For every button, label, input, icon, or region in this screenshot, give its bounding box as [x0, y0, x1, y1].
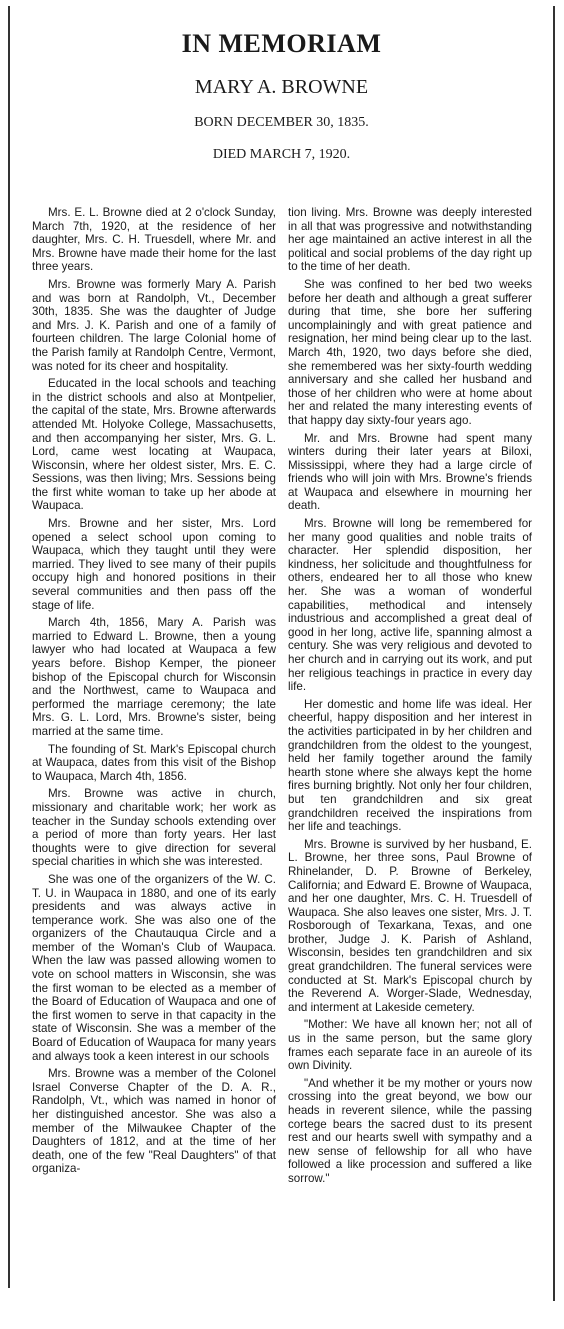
page-title: IN MEMORIAM — [181, 29, 382, 58]
paragraph: The founding of St. Mark's Episcopal church at Waupaca, dates from this visit of the Bishop to Waupaca, March 4th, 1856. — [32, 742, 276, 783]
deceased-name: MARY A. BROWNE — [194, 76, 369, 98]
right-column-rule — [553, 6, 555, 1301]
obituary-column-left — [32, 206, 276, 1291]
paragraph: Mrs. Browne is survived by her husband, E. L. Browne, her three sons, Paul Browne of Rhinelander, D. P. Browne of Berkeley, California; and Edward E. Browne of Waupaca, and her one daughter, Mrs. C. H. Truesdell of Waupaca. She also leaves one sister, Mrs. J. T. Rosborough of Texarkana, Texas, and one brother, Judge J. K. Parish of Ashland, Wisconsin, besides ten grandchildren and six great grandchildren. The funeral services were conducted at St. Mark's Episcopal church by the Reverend A. Worger-Slade, Wednesday, and interment at Lakeside cemetery. — [288, 837, 532, 1014]
birth-date: BORN DECEMBER 30, 1835. — [194, 115, 369, 130]
paragraph: Her domestic and home life was ideal. Her cheerful, happy disposition and her interest in the activities participated in by her children and grandchildren from the oldest to the youngest, held her family together around the family hearth stone where she always kept the home fires burning brightly. Not only her four children, but ten grandchildren and six great grandchildren received the inspirations from her life and teachings. — [288, 697, 532, 834]
paragraph: March 4th, 1856, Mary A. Parish was married to Edward L. Browne, then a young lawyer who had located at Waupaca a few years before. Bishop Kemper, the pioneer bishop of the Episcopal church for Wisconsin and the Northwest, came to Waupaca and performed the marriage ceremony; the late Mrs. G. L. Lord, Mrs. Browne's sister, being married at the same time. — [32, 616, 276, 738]
paragraph: Mrs. Browne was formerly Mary A. Parish and was born at Randolph, Vt., December 30th, 1835. She was the daughter of Judge and Mrs. J. K. Parish and one of a family of fourteen children. The large Colonial home of the Parish family at Randolph Centre, Vermont, was noted for its cheer and hospitality. — [32, 277, 276, 373]
paragraph: Mrs. Browne was a member of the Colonel Israel Converse Chapter of the D. A. R., Randolph, Vt., which was named in honor of her distinguished ancestor. She was also a member of the Milwaukee Chapter of the Daughters of 1812, and at the time of her death, one of the few "Real Daughters" of that organiza- — [32, 1067, 276, 1176]
quote-paragraph: "And whether it be my mother or yours now crossing into the great beyond, we bow our heads in reverent silence, while the passing cortege bears the sacred dust to its present rest and our hearts swell with sympathy and a new sense of fellowship for all who have followed a like procession and suffered a like sorrow." — [288, 1076, 532, 1185]
paragraph: Mr. and Mrs. Browne had spent many winters during their later years at Biloxi, Mississippi, where they had a large circle of friends who will join with Mrs. Browne's friends at Waupaca and elsewhere in mourning her death. — [288, 431, 532, 513]
paragraph: She was one of the organizers of the W. C. T. U. in Waupaca in 1880, and one of its early presidents and was always active in temperance work. She was also one of the organizers of the Chautauqua Circle and a member of the Woman's Club of Waupaca. When the law was passed allowing women to vote on school matters in Wisconsin, she was the first woman to be elected as a member of the Board of Education of Waupaca and one of the first women to serve in that capacity in the state of Wisconsin. She was a member of the Board of Education of Waupaca for many years and always took a keen interest in our schools — [32, 872, 276, 1063]
death-date: DIED MARCH 7, 1920. — [212, 147, 351, 162]
paragraph-continued: tion living. Mrs. Browne was deeply interested in all that was progressive and notwithstanding her age maintained an active interest in all the political and social problems of the day right up to the time of her death. — [288, 206, 532, 274]
obituary-column-right — [288, 206, 532, 1291]
paragraph: Mrs. Browne will long be remembered for her many good qualities and noble traits of character. Her splendid disposition, her kindness, her solicitude and thoughtfulness for others, endeared her to all those who knew her. She was a woman of wonderful capabilities, methodical and intensely industrious and accomplished a great deal of good in her long, active life, spanning almost a century. She was very religious and devoted to her church and in carrying out its work, and put her religious teachings in practice in every day life. — [288, 517, 532, 694]
left-column-rule — [8, 6, 10, 1288]
paragraph: Educated in the local schools and teaching in the district schools and also at Montpelier, the capital of the state, Mrs. Browne afterwards attended Mt. Holyoke College, Massachusetts, and then accompanying her sister, Mrs. G. L. Lord, came west locating at Waupaca, Wisconsin, where her oldest sister, Mrs. E. C. Sessions, was then living; Mrs. Sessions being the first white woman to take up her abode at Waupaca. — [32, 377, 276, 513]
paragraph: Mrs. Browne was active in church, missionary and charitable work; her work as teacher in the Sunday schools extending over a period of more than forty years. Her last thoughts were to give direction for several special charities in which she was interested. — [32, 787, 276, 869]
quote-paragraph: "Mother: We have all known her; not all of us in the same person, but the same glory frames each separate face in an aureole of its own Divinity. — [288, 1018, 532, 1073]
memorial-header — [10, 28, 553, 164]
paragraph: She was confined to her bed two weeks before her death and although a great sufferer during that time, she bore her suffering uncomplainingly and with great patience and resignation, her mind being clear up to the last. March 4th, 1920, two days before she died, she remembered was her sixty-fourth wedding anniversary and she called her husband and those of her children who were at home about her and related the many interesting events of that happy day sixty-four years ago. — [288, 277, 532, 427]
paragraph: Mrs. E. L. Browne died at 2 o'clock Sunday, March 7th, 1920, at the residence of her daughter, Mrs. C. H. Truesdell, where Mr. and Mrs. Browne have made their home for the last three years. — [32, 206, 276, 274]
paragraph: Mrs. Browne and her sister, Mrs. Lord opened a select school upon coming to Waupaca, which they taught until they were married. They lived to see many of their pupils occupy high and honored positions in their several communities and then pass off the stage of life. — [32, 517, 276, 612]
